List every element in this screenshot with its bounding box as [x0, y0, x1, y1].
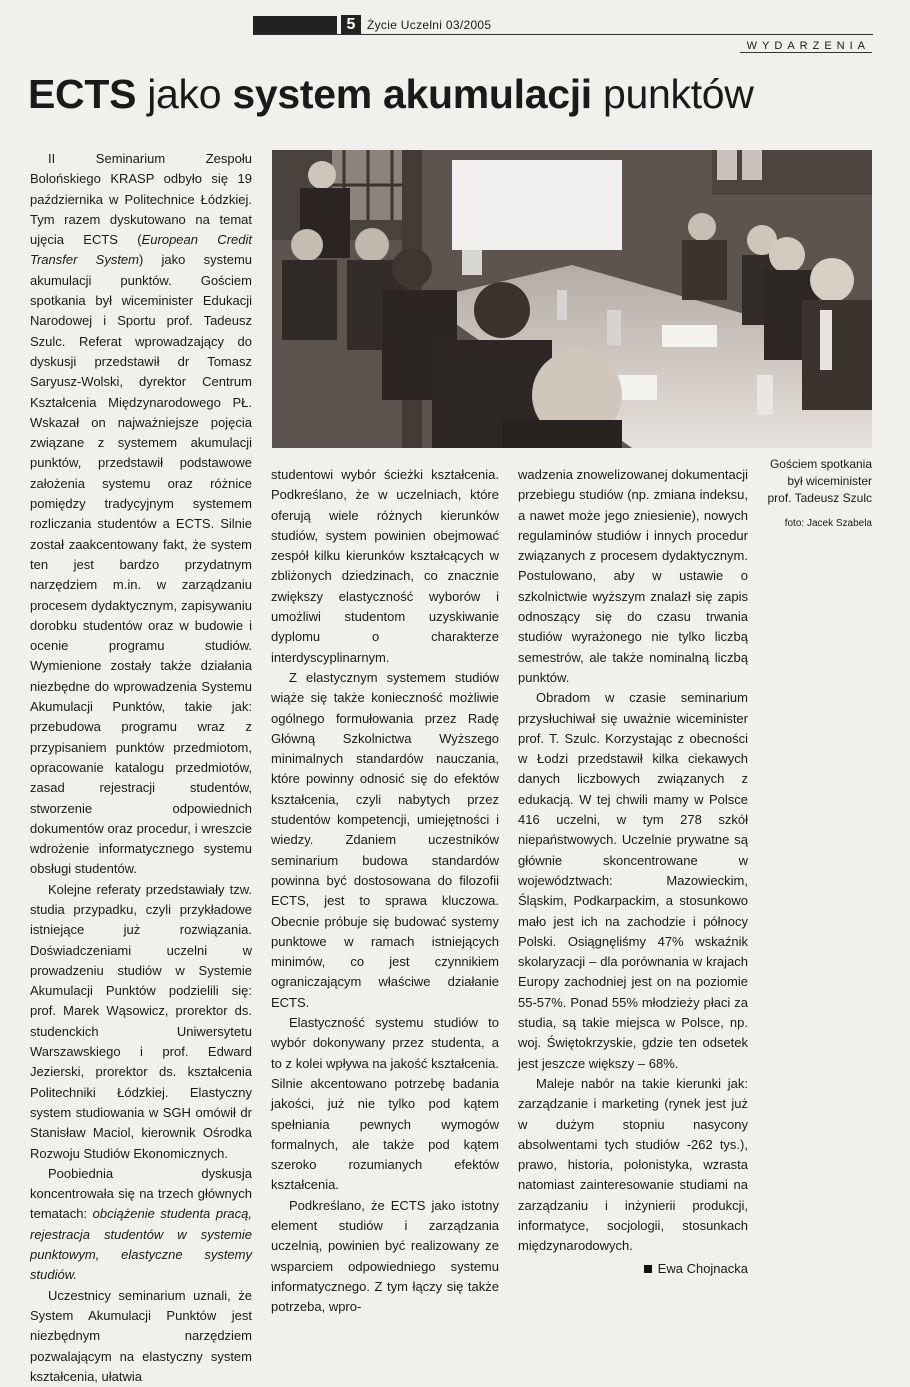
article-title — [28, 68, 754, 120]
title-jako: jako — [136, 71, 233, 117]
column-3 — [518, 465, 748, 1279]
paragraph — [30, 1164, 252, 1286]
article-photo — [272, 150, 872, 448]
paragraph: Podkreślano, że ECTS jako istotny element studiów i zarządzania uczelnią, powinien być realizowany ze wsparciem odpowiedniego systemu informatycznego. Z tym łączy się także potrzeba, wpro- — [271, 1197, 499, 1315]
issue-label: Życie Uczelni 03/2005 — [367, 18, 492, 32]
column-1 — [30, 149, 252, 1387]
paragraph: Obradom w czasie seminarium przysłuchiwał się uważnie wiceminister prof. T. Szulc. Korzystając z obecności w Łodzi przedstawił kilka ciekawych danych liczbowych związanych z edukacją. W tej chwili mamy w Polsce 416 uczelni, w tym 278 szkół niepaństwowych. Uczelnie prywatne są głównie skoncentrowane w województwach: Mazowieckim, Śląskim, Podkarpackim, a stosunkowo mało jest ich na zachodzie i północy Polski. Osiągnęliśmy 47% wskaźnik skolaryzacji – dla porównania w krajach Europy zachodniej jest on na poziomie 55-57%. Ponad 55% młodzieży płaci za studia, są takie miejsca w Polsce, np. woj. Świętokrzyskie, gdzie ten odsetek jest jeszcze większy – 68%. — [518, 690, 748, 1071]
text-italic: obciążenie studenta pracą, rejestracja studentów w systemie punktowym, elastyczne systemy studiów. — [30, 1206, 252, 1283]
paragraph: Kolejne referaty przedstawiały tzw. studia przypadku, czyli przykładowe istniejące już rozwiązania. Doświadczeniami uczelni w prowadzeniu studiów w Systemie Akumulacji Punktów podzielili się: prof. Marek Wąsowicz, prorektor ds. studenckich Uniwersytetu Warszawskiego i prof. Edward Jezierski, prorektor ds. kształcenia Politechniki Łódzkiej. Elastyczny system studiowania w SGH omówił dr Stanisław Maciol, kierownik Ośrodka Rozwoju Studiów Ekonomicznych. — [30, 881, 252, 1161]
caption-line: prof. Tadeusz Szulc — [767, 491, 872, 505]
title-ects: ECTS — [28, 71, 137, 117]
paragraph — [30, 149, 252, 880]
header-bar — [253, 16, 337, 34]
author-name: Ewa Chojnacka — [657, 1260, 748, 1276]
text: II Seminarium Zespołu Bolońskiego KRASP odbyło się 19 października w Politechnice Łódzkiej. Tym razem dyskutowano na temat ujęcia ECTS ( — [30, 151, 252, 248]
conference-photo — [272, 150, 872, 448]
text-italic: European Credit Transfer System — [30, 232, 252, 268]
header-rule — [253, 34, 873, 35]
paragraph: Maleje nabór na takie kierunki jak: zarządzanie i marketing (rynek jest już w dużym stopniu nasycony absolwentami tych studiów -262 tys.), prawo, historia, polonistyka, wzrasta natomiast zainteresowanie studiami na zarządzaniu i inżynierii produkcji, informatyce, socjologii, stosunkach międzynarodowych. — [518, 1075, 748, 1254]
column-2 — [271, 465, 499, 1317]
caption-line: był wiceminister — [787, 474, 872, 488]
paragraph: Z elastycznym systemem studiów wiąże się także konieczność możliwie ogólnego formułowania przez Radę Główną Szkolnictwa Wyższego minimalnych standardów nauczania, które powinny odnosić się do efektów kształcenia, czyli nabytych przez studentów kompetencji, umiejętności i wiedzy. Zdaniem uczestników seminarium budowa standardów powinna być dostosowana do filozofii ECTS, jest to sprawa kluczowa. Obecnie próbuje się budować systemy punktowe w ramach istniejących minimów, co jest czynnikiem ograniczającym właściwe działanie ECTS. — [271, 669, 499, 1010]
caption-line: Gościem spotkania — [769, 457, 872, 471]
photo-caption — [762, 456, 872, 532]
text: ) jako systemu akumulacji punktów. Gościem spotkania był wiceminister Edukacji Narodowej i Sportu prof. Tadeusz Szulc. Referat wprowadzający do dyskusji przedstawił dr Tomasz Saryusz-Wolski, dyrektor Centrum Kształcenia Międzynarodowego PŁ. Wskazał on najważniejsze pojęcia związane z systemem akumulacji punktów, przedstawił podstawowe założenia systemu oraz różnice pomiędzy tradycyjnym systemem rozliczania studentów a ECTS. Silnie został zaakcentowany fakt, że system ten jest bardzo przydatnym narzędziem m.in. w zarządzaniu procesem dydaktycznym, zapisywaniu dorobku studentów oraz w budowie i ocenie programu studiów. Wymienione zostały także działania niezbędne do wprowadzenia Systemu Akumulacji Punktów, takie jak: przebudowa programu wraz z przypisaniem punktów przedmiotom, opracowanie katalogu przedmiotów, zasad rejestracji studentów, stworzenie odpowiednich dokumentów oraz procedur, i wreszcie wdrożenie informatycznego systemu obsługi studentów. — [30, 252, 252, 877]
photo-credit: foto: Jacek Szabela — [784, 518, 872, 529]
page-header — [253, 16, 873, 34]
paragraph: Uczestnicy seminarium uznali, że System Akumulacji Punktów jest niezbędnym narzędziem pozwalającym na elastyczny system kształcenia, ułatwia — [30, 1287, 252, 1384]
paragraph: studentowi wybór ścieżki kształcenia. Podkreślano, że w uczelniach, które oferują wiele różnych kierunków studiów, system powinien obejmować zespół kilku kierunków kształcących w zbliżonych dziedzinach, co znacznie zwiększy elastyczność wyborów i umożliwi studentom uzyskiwanie dyplomu o charakterze interdyscyplinarnym. — [271, 467, 499, 665]
section-label: WYDARZENIA — [746, 40, 870, 52]
title-system: system akumulacji — [232, 71, 592, 117]
section-rule — [740, 52, 872, 53]
page-number: 5 — [341, 15, 361, 34]
paragraph: Elastyczność systemu studiów to wybór dokonywany przez studenta, a to z kolei wpływa na jakość kształcenia. Silnie akcentowano potrzebę badania jakości, już nie tylko pod kątem spełniania pewnych wymogów formalnych, ale także pod kątem szeroko rozumianych efektów kształcenia. — [271, 1015, 499, 1193]
author-signature — [518, 1259, 748, 1279]
square-bullet-icon — [644, 1265, 652, 1273]
title-punktow: punktów — [591, 71, 754, 117]
text: Poobiednia dyskusja koncentrowała się na trzech głównych tematach: — [30, 1165, 252, 1222]
paragraph: wadzenia znowelizowanej dokumentacji przebiegu studiów (np. zmiana indeksu, a nawet może jego zniesienie), nowych regulaminów studiów i innych procedur związanych z procesem dydaktycznym. Postulowano, aby w ustawie o szkolnictwie wyższym znalazł się zapis odnoszący się do czasu trwania studiów wyrażonego nie tylko liczbą semestrów, ale także nominalną liczbą punktów. — [518, 467, 748, 685]
